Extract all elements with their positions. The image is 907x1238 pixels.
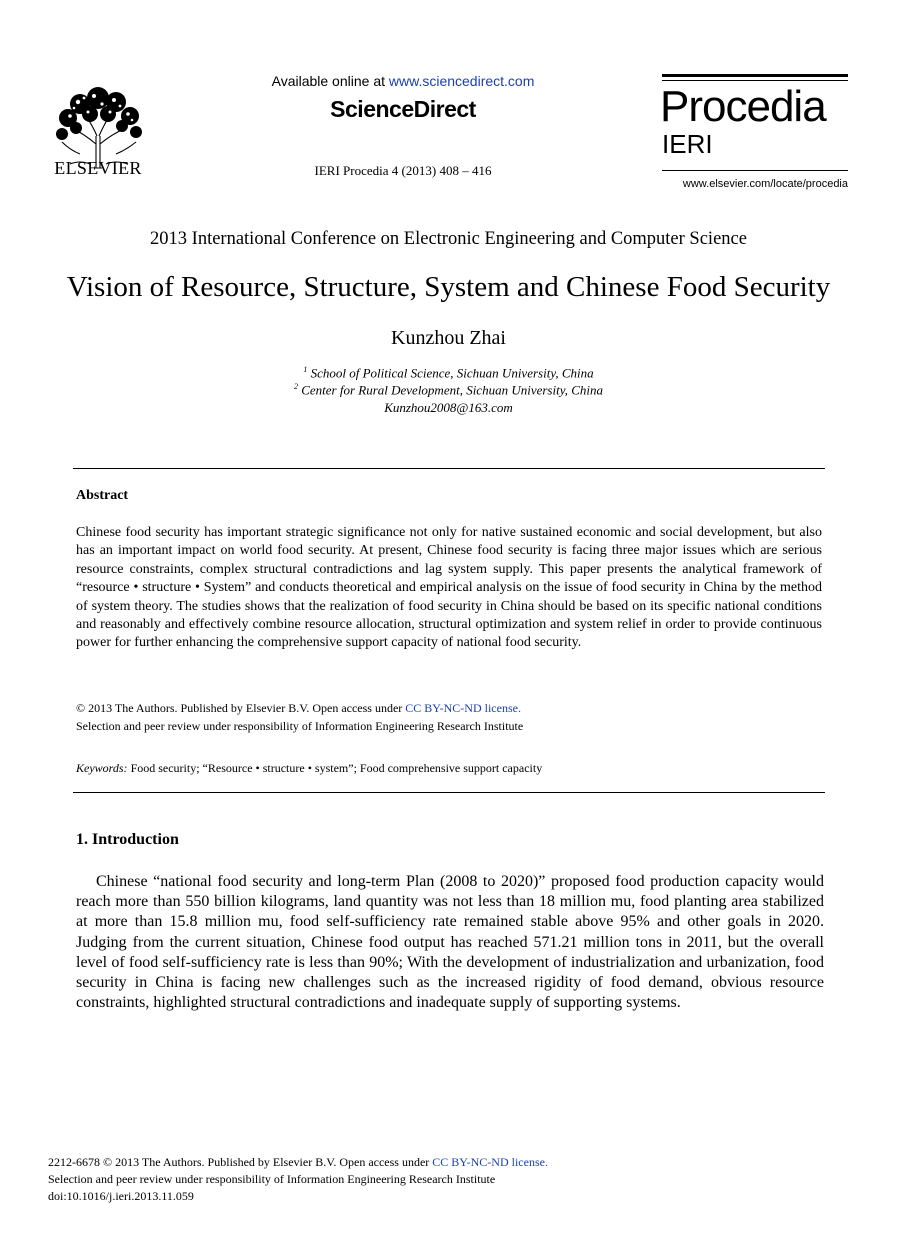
sciencedirect-brand: ScienceDirect xyxy=(330,96,476,122)
keywords-list: Food security; “Resource • structure • system”; Food comprehensive support capacity xyxy=(127,761,543,775)
abstract-top-rule xyxy=(73,468,825,469)
copyright-line xyxy=(76,701,521,716)
affiliation-1-mark: 1 xyxy=(303,365,308,374)
license-link[interactable]: CC BY-NC-ND license. xyxy=(405,701,521,715)
abstract-body: Chinese food security has important strategic significance not only for native sustained economic and social development, but also has an important impact on world food security. At present, Chinese food security is facing three major issues which are serious resource constraints, complex structural contradictions and lag system supply. This paper presents the analytical framework of “resource • structure • System” and conducts theoretical and empirical analysis on the issue of food security in China by the method of system theory. The studies shows that the realization of food security in China should be based on its specific national conditions and reasonably and effectively combine resource allocation, structural optimization and system relief in order to provide continuous power for further enhancing the comprehensive support capacity of national food security. xyxy=(76,525,822,651)
procedia-rule-bottom xyxy=(662,170,848,171)
procedia-rule-top-thin xyxy=(662,80,848,81)
keywords-label: Keywords: xyxy=(76,761,128,775)
conference-name: 2013 International Conference on Electronic Engineering and Computer Science xyxy=(150,229,747,249)
peer-review-line: Selection and peer review under responsibility of Information Engineering Research Institute xyxy=(76,719,524,733)
affiliation-2-mark: 2 xyxy=(293,382,298,391)
procedia-rule-top xyxy=(662,74,848,77)
abstract-heading: Abstract xyxy=(76,488,129,503)
author-email: Kunzhou2008@163.com xyxy=(384,400,513,415)
affiliation-2-text: Center for Rural Development, Sichuan University, China xyxy=(301,382,604,398)
journal-citation: IERI Procedia 4 (2013) 408 – 416 xyxy=(314,163,492,178)
procedia-title: Procedia xyxy=(660,82,826,131)
footer-license-link[interactable]: CC BY-NC-ND license. xyxy=(432,1155,548,1169)
affiliation-2 xyxy=(0,382,897,398)
affiliation-1 xyxy=(0,365,897,381)
footer-doi: doi:10.1016/j.ieri.2013.11.059 xyxy=(48,1189,194,1203)
procedia-subtitle: IERI xyxy=(662,129,713,159)
affiliation-1-text: School of Political Science, Sichuan University, China xyxy=(310,365,594,381)
paper-title: Vision of Resource, Structure, System and Chinese Food Security xyxy=(66,271,831,303)
footer-peer-review: Selection and peer review under responsibility of Information Engineering Research Institute xyxy=(48,1172,496,1186)
copyright-prefix: © 2013 The Authors. Published by Elsevier B.V. Open access under xyxy=(76,701,406,715)
footer-copyright-prefix: 2212-6678 © 2013 The Authors. Published by Elsevier B.V. Open access under xyxy=(48,1155,433,1169)
procedia-url-link[interactable]: www.elsevier.com/locate/procedia xyxy=(682,178,848,190)
abstract-bottom-rule xyxy=(73,792,825,793)
author-name: Kunzhou Zhai xyxy=(391,327,506,349)
introduction-body: Chinese “national food security and long-term Plan (2008 to 2020)” proposed food production capacity would reach more than 550 billion kilograms, land quantity was not less than 18 million mu, food planting area stabilized at more than 15.8 million mu, food self-sufficiency rate remained stable above 95% and other goals in 2020. Judging from the current situation, Chinese food output has reached 571.21 million tons in 2011, but the overall level of food self-sufficiency rate is less than 90%; With the development of industrialization and urbanization, food security in China is facing new challenges such as the increased rigidity of food demand, obvious resource constraints, highlighted structural contradictions and inadequate supply of supporting systems. xyxy=(76,873,824,1012)
keywords-line xyxy=(76,761,542,776)
footer-copyright xyxy=(48,1155,548,1170)
elsevier-wordmark: ELSEVIER xyxy=(54,158,142,178)
available-online-line xyxy=(200,73,606,89)
sciencedirect-link[interactable]: www.sciencedirect.com xyxy=(388,73,535,89)
introduction-heading: 1. Introduction xyxy=(76,831,179,848)
available-prefix: Available online at xyxy=(271,73,389,89)
